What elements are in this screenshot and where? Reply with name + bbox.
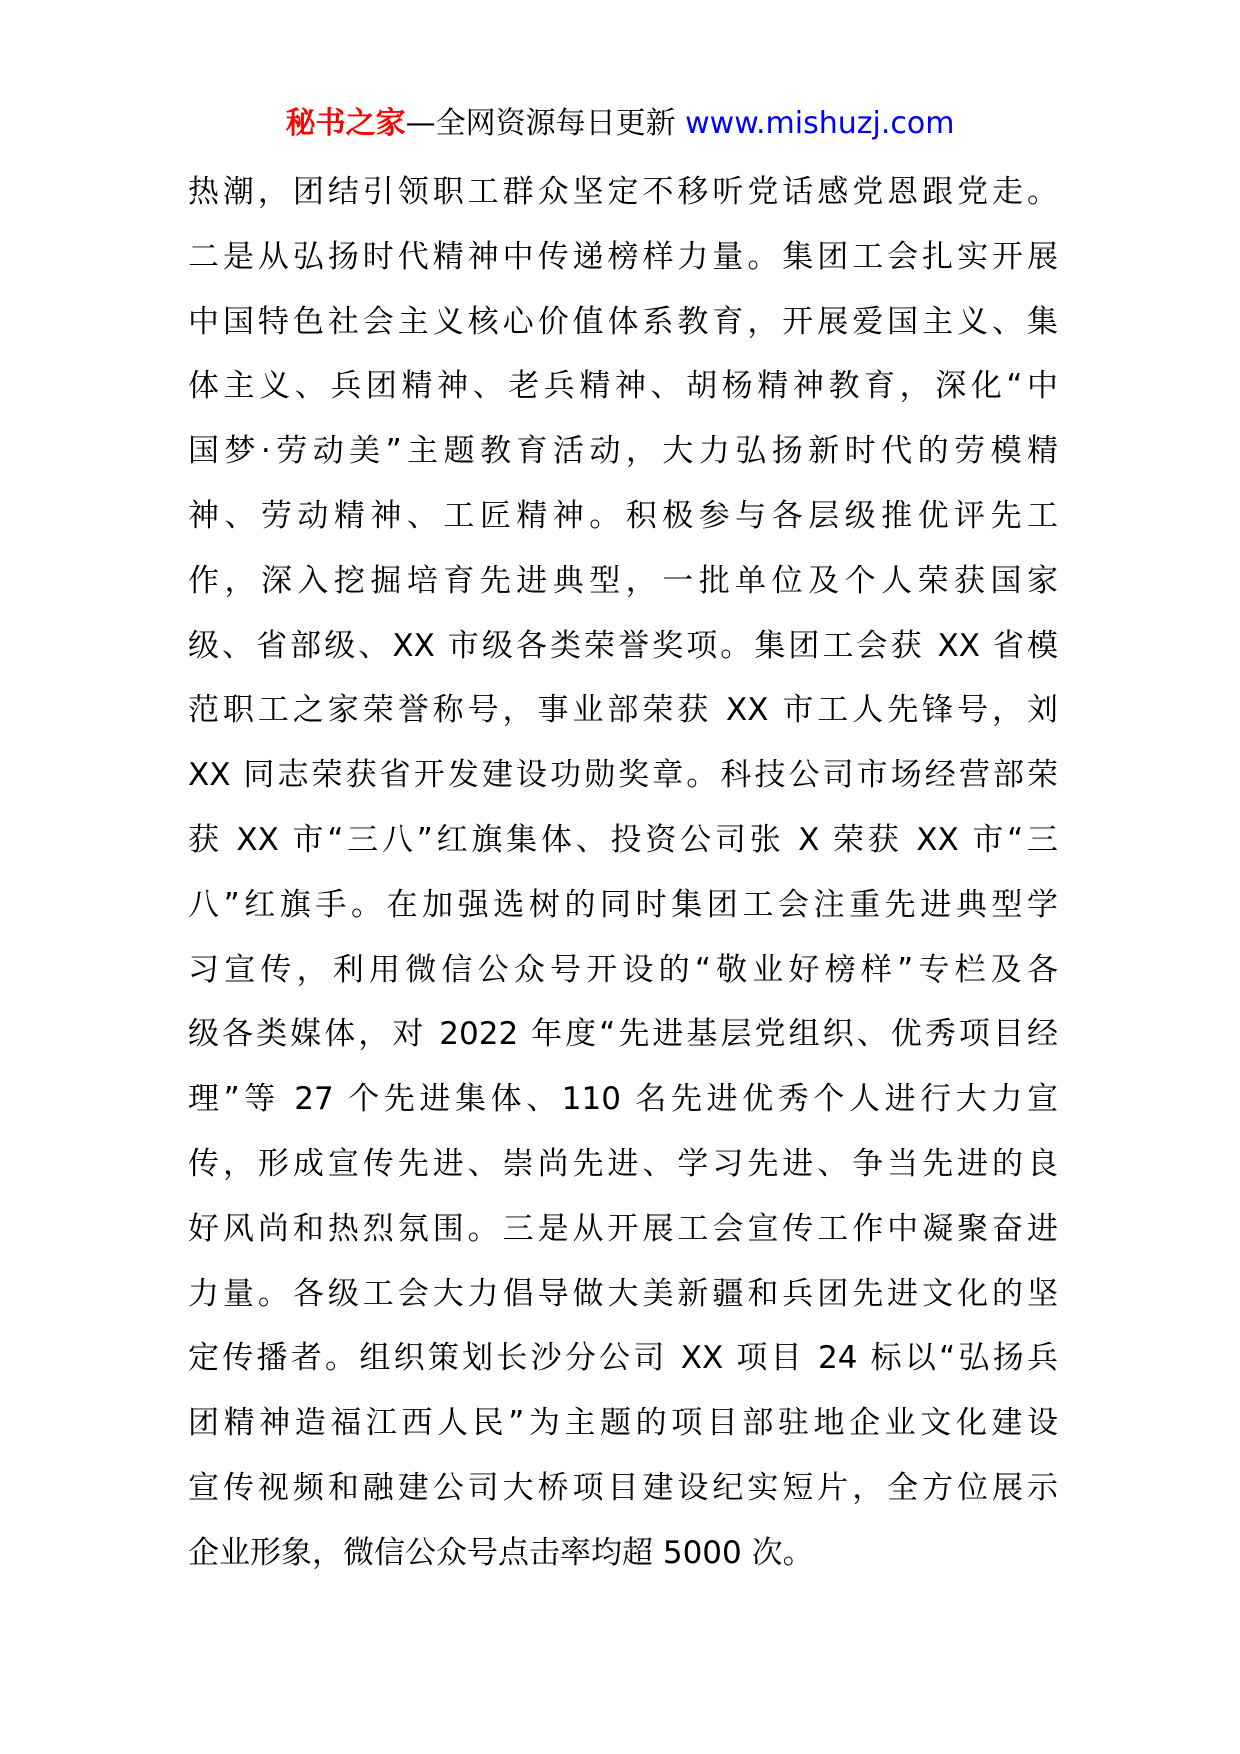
text-line: 宣传视频和融建公司大桥项目建设纪实短片，全方位展示 xyxy=(188,1469,1058,1506)
site-url[interactable]: www.mishuzj.com xyxy=(685,106,955,141)
text-line: XX 同志荣获省开发建设功勋奖章。科技公司市场经营部荣 xyxy=(188,757,1058,794)
text-line: 企业形象，微信公众号点击率均超 5000 次。 xyxy=(188,1534,814,1571)
text-line: 中国特色社会主义核心价值体系教育，开展爱国主义、集 xyxy=(188,303,1058,340)
text-line: 理”等 27 个先进集体、110 名先进优秀个人进行大力宣 xyxy=(188,1081,1058,1118)
text-line: 传，形成宣传先进、崇尚先进、学习先进、争当先进的良 xyxy=(188,1145,1058,1182)
text-line: 习宣传，利用微信公众号开设的“敬业好榜样”专栏及各 xyxy=(188,951,1058,988)
text-line: 级各类媒体，对 2022 年度“先进基层党组织、优秀项目经 xyxy=(188,1016,1058,1053)
text-line: 级、省部级、XX 市级各类荣誉奖项。集团工会获 XX 省模 xyxy=(188,627,1058,664)
text-line: 体主义、兵团精神、老兵精神、胡杨精神教育，深化“中 xyxy=(188,368,1058,405)
site-tagline: —全网资源每日更新 xyxy=(405,106,686,141)
text-line: 国梦·劳动美”主题教育活动，大力弘扬新时代的劳模精 xyxy=(188,433,1058,470)
text-line: 获 XX 市“三八”红旗集体、投资公司张 X 荣获 XX 市“三 xyxy=(188,821,1058,858)
text-line: 力量。各级工会大力倡导做大美新疆和兵团先进文化的坚 xyxy=(188,1275,1058,1312)
page-header xyxy=(0,104,1240,144)
text-line: 热潮，团结引领职工群众坚定不移听党话感党恩跟党走。 xyxy=(188,174,1058,210)
text-line: 作，深入挖掘培育先进典型，一批单位及个人荣获国家 xyxy=(188,562,1058,599)
document-body xyxy=(188,160,1058,1586)
text-line: 团精神造福江西人民”为主题的项目部驻地企业文化建设 xyxy=(188,1405,1058,1442)
text-line: 定传播者。组织策划长沙分公司 XX 项目 24 标以“弘扬兵 xyxy=(188,1340,1058,1377)
site-brand: 秘书之家 xyxy=(285,106,406,141)
text-line: 范职工之家荣誉称号，事业部荣获 XX 市工人先锋号，刘 xyxy=(188,692,1058,729)
text-line: 二是从弘扬时代精神中传递榜样力量。集团工会扎实开展 xyxy=(188,238,1058,275)
text-line: 神、劳动精神、工匠精神。积极参与各层级推优评先工 xyxy=(188,497,1058,534)
text-line: 好风尚和热烈氛围。三是从开展工会宣传工作中凝聚奋进 xyxy=(188,1210,1058,1247)
text-line: 八”红旗手。在加强选树的同时集团工会注重先进典型学 xyxy=(188,886,1058,923)
